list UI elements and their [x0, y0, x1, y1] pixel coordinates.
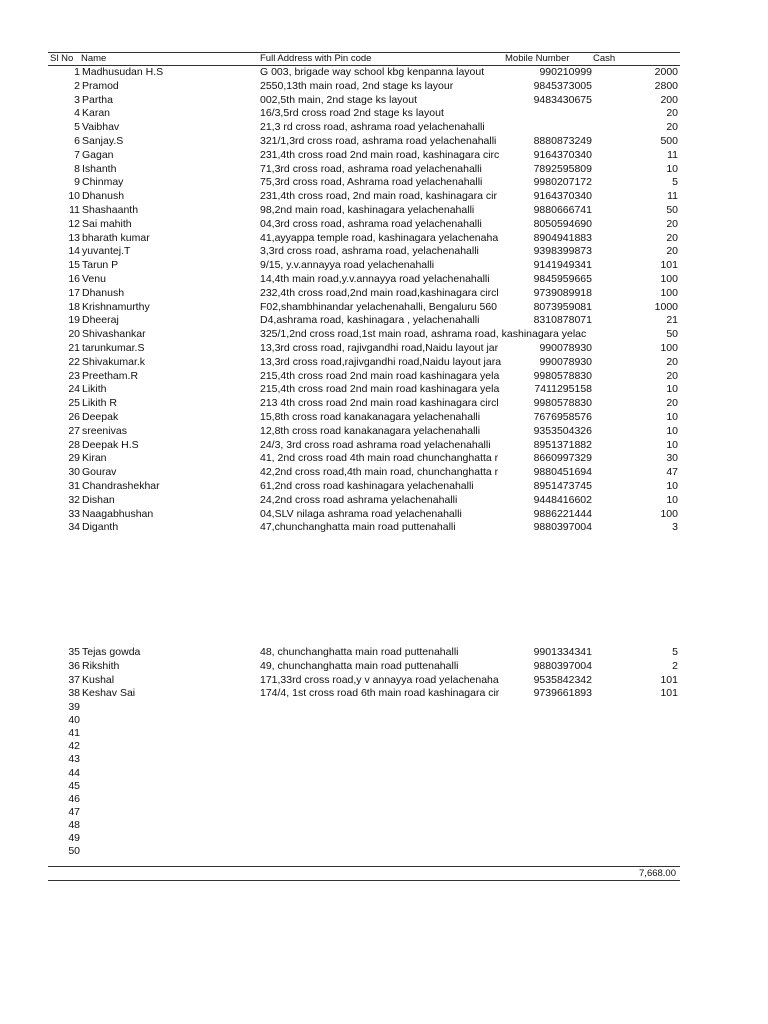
sl-no-cell: 49	[68, 832, 80, 844]
cash-cell: 30	[666, 452, 678, 465]
mobile-cell: 9535842342	[533, 673, 592, 686]
sl-no-cell: 22	[68, 355, 80, 368]
name-cell: Naagabhushan	[82, 507, 154, 520]
mobile-cell: 9141949341	[533, 259, 592, 272]
table-row	[48, 66, 680, 80]
table-row	[48, 439, 680, 453]
cash-cell: 47	[666, 466, 678, 479]
cash-cell: 10	[666, 162, 678, 175]
table-row	[48, 701, 680, 715]
sl-no-cell: 2	[74, 79, 80, 92]
cash-cell: 101	[660, 259, 678, 272]
mobile-cell: 9845373005	[533, 79, 592, 92]
name-cell: Sanjay.S	[82, 135, 124, 147]
address-cell: 21,3 rd cross road, ashrama road yelachenahalli	[260, 121, 485, 134]
cash-cell: 100	[660, 286, 678, 299]
sl-no-cell: 46	[68, 792, 80, 805]
sl-no-cell: 24	[68, 383, 80, 396]
sl-no-cell: 33	[68, 507, 80, 520]
cash-cell: 20	[666, 397, 678, 410]
sl-no-cell: 50	[68, 845, 80, 858]
name-cell: yuvantej.T	[82, 245, 131, 258]
name-cell: Vaibhav	[82, 121, 120, 134]
sl-no-cell: 26	[68, 411, 80, 423]
cash-cell: 11	[667, 190, 678, 203]
name-cell: Likith	[82, 383, 107, 396]
address-cell: 61,2nd cross road kashinagara yelachenahalli	[260, 480, 474, 492]
sl-no-cell: 34	[68, 521, 80, 534]
cash-cell: 20	[666, 231, 678, 244]
address-cell: G 003, brigade way school kbg kenpanna layout	[260, 66, 485, 78]
address-cell: 171,33rd cross road,y v annayya road yelachenaha	[260, 673, 499, 686]
mobile-cell: 8073959081	[533, 300, 592, 313]
mobile-cell: 9880451694	[533, 466, 592, 479]
address-cell: 13,3rd cross road, rajivgandhi road,Naidu layout jar	[260, 342, 499, 354]
address-cell: 231,4th cross road, 2nd main road, kashinagara cir	[260, 190, 497, 203]
name-cell: Preetham.R	[82, 369, 139, 382]
address-cell: 215,4th cross road 2nd main road kashinagara yela	[260, 369, 500, 382]
cash-cell: 5	[672, 646, 678, 658]
address-cell: D4,ashrama road, kashinagara , yelachenahalli	[260, 314, 480, 327]
mobile-cell: 9980578830	[533, 397, 592, 410]
cash-cell: 1000	[654, 300, 678, 313]
total-cash: 7,668.00	[639, 868, 676, 879]
cash-cell: 20	[666, 369, 678, 382]
cash-cell: 3	[672, 521, 678, 534]
cash-cell: 2	[672, 659, 678, 672]
mobile-cell: 7411295158	[534, 383, 592, 396]
cash-cell: 20	[666, 107, 678, 120]
mobile-cell: 8904941883	[533, 231, 592, 244]
table-row	[48, 328, 680, 342]
name-cell: Shivakumar.k	[82, 355, 146, 368]
sl-no-cell: 27	[68, 424, 80, 437]
cash-cell: 5	[672, 176, 678, 189]
table-row	[48, 135, 680, 149]
sl-no-cell: 47	[68, 805, 80, 818]
name-cell: Krishnamurthy	[82, 300, 150, 313]
table-row	[48, 107, 680, 121]
table-row	[48, 819, 680, 833]
table-row	[48, 232, 680, 246]
sl-no-cell: 41	[68, 727, 80, 740]
mobile-cell: 9739661893	[533, 687, 592, 700]
table-row	[48, 452, 680, 466]
name-cell: Dhanush	[82, 286, 125, 299]
mobile-cell: 9886221444	[533, 507, 592, 520]
address-cell: 71,3rd cross road, ashrama road yelachenahalli	[260, 162, 482, 175]
cash-cell: 10	[666, 411, 678, 423]
mobile-cell: 8951371882	[533, 438, 592, 451]
sl-no-cell: 35	[68, 646, 80, 658]
table-row	[48, 494, 680, 508]
mobile-cell: 9980578830	[533, 369, 592, 382]
sl-no-cell: 36	[68, 659, 80, 672]
address-cell: 13,3rd cross road,rajivgandhi road,Naidu layout jara	[260, 355, 502, 368]
address-cell: 24,2nd cross road ashrama yelachenahalli	[260, 493, 458, 506]
cash-cell: 101	[660, 687, 678, 700]
name-cell: Dhanush	[82, 190, 125, 203]
table-row	[48, 259, 680, 273]
name-cell: Venu	[82, 273, 106, 285]
sl-no-cell: 6	[74, 135, 80, 147]
table-row	[48, 753, 680, 767]
name-cell: Keshav Sai	[82, 687, 136, 700]
table-row	[48, 780, 680, 794]
total-rule	[48, 866, 680, 867]
sl-no-cell: 29	[68, 452, 80, 465]
address-cell: 24/3, 3rd cross road ashrama road yelachenahalli	[260, 438, 491, 451]
table-row	[48, 793, 680, 807]
table-row	[48, 466, 680, 480]
address-cell: 41, 2nd cross road 4th main road chunchanghatta r	[260, 452, 499, 465]
sl-no-cell: 38	[68, 687, 80, 700]
sl-no-cell: 8	[74, 162, 80, 175]
table-row	[48, 646, 680, 660]
mobile-cell: 9880397004	[533, 521, 592, 534]
sl-no-cell: 43	[68, 753, 80, 766]
sl-no-cell: 48	[68, 818, 80, 831]
name-cell: Gagan	[82, 148, 114, 161]
table-row	[48, 121, 680, 135]
cash-cell: 50	[666, 204, 678, 216]
name-cell: Diganth	[82, 521, 119, 534]
address-cell: 48, chunchanghatta main road puttenahalli	[260, 646, 459, 658]
mobile-cell: 9398399873	[533, 245, 592, 258]
address-cell: 04,SLV nilaga ashrama road yelachenahalli	[260, 507, 462, 520]
name-cell: Shashaanth	[82, 204, 139, 216]
mobile-cell: 8310878071	[533, 314, 592, 327]
sl-no-cell: 14	[68, 245, 80, 258]
header-sl-no: Sl No	[50, 53, 74, 64]
table-row	[48, 370, 680, 384]
address-cell: 232,4th cross road,2nd main road,kashinagara circl	[260, 286, 499, 299]
cash-cell: 100	[660, 342, 678, 354]
name-cell: Sai mahith	[82, 217, 132, 230]
table-row	[48, 204, 680, 218]
table-row	[48, 301, 680, 315]
table-row	[48, 94, 680, 108]
sl-no-cell: 18	[68, 300, 80, 313]
mobile-cell: 9164370340	[533, 148, 592, 161]
sl-no-cell: 10	[68, 190, 80, 203]
sl-no-cell: 45	[68, 779, 80, 792]
sl-no-cell: 44	[68, 766, 80, 779]
cash-cell: 100	[660, 273, 678, 285]
address-cell: 42,2nd cross road,4th main road, chunchanghatta r	[260, 466, 499, 479]
mobile-cell: 9880397004	[533, 659, 592, 672]
header-mobile: Mobile Number	[505, 53, 570, 64]
name-cell: Ishanth	[82, 162, 117, 175]
name-cell: Dishan	[82, 493, 115, 506]
table-row	[48, 397, 680, 411]
cash-cell: 21	[666, 314, 678, 327]
mobile-cell: 7676958576	[533, 411, 592, 423]
sl-no-cell: 23	[68, 369, 80, 382]
mobile-cell: 8880873249	[533, 135, 592, 147]
table-row	[48, 480, 680, 494]
table-row	[48, 832, 680, 846]
name-cell: Gourav	[82, 466, 117, 479]
address-cell: 325/1,2nd cross road,1st main road, ashrama road, kashinagara yelac	[260, 328, 587, 341]
address-cell: 215,4th cross road 2nd main road kashinagara yela	[260, 383, 500, 396]
table-row	[48, 190, 680, 204]
sl-no-cell: 4	[74, 107, 80, 120]
table-row	[48, 383, 680, 397]
sl-no-cell: 13	[68, 231, 80, 244]
bottom-rule	[48, 880, 680, 881]
mobile-cell: 7892595809	[533, 162, 592, 175]
table-row	[48, 287, 680, 301]
name-cell: Pramod	[82, 79, 119, 92]
table-row	[48, 521, 680, 535]
name-cell: Madhusudan H.S	[82, 66, 164, 78]
table-row	[48, 687, 680, 701]
table-row	[48, 660, 680, 674]
name-cell: Rikshith	[82, 659, 120, 672]
table-row	[48, 149, 680, 163]
mobile-cell: 9901334341	[533, 646, 592, 658]
address-cell: 15,8th cross road kanakanagara yelachenahalli	[260, 411, 481, 423]
sl-no-cell: 15	[68, 259, 80, 272]
address-cell: 16/3,5rd cross road 2nd stage ks layout	[260, 107, 444, 120]
cash-cell: 2800	[654, 79, 678, 92]
mobile-cell: 990210999	[539, 66, 592, 78]
sl-no-cell: 5	[74, 121, 80, 134]
address-cell: 002,5th main, 2nd stage ks layout	[260, 93, 418, 106]
mobile-cell: 9448416602	[533, 493, 592, 506]
name-cell: Shivashankar	[82, 328, 146, 341]
name-cell: Partha	[82, 93, 113, 106]
sl-no-cell: 37	[68, 673, 80, 686]
mobile-cell: 9739089918	[533, 286, 592, 299]
cash-cell: 10	[666, 424, 678, 437]
name-cell: Chinmay	[82, 176, 124, 189]
mobile-cell: 9980207172	[533, 176, 592, 189]
address-cell: 14,4th main road,y.v.annayya road yelachenahalli	[260, 273, 490, 285]
mobile-cell: 9880666741	[533, 204, 592, 216]
table-row	[48, 411, 680, 425]
sl-no-cell: 12	[68, 217, 80, 230]
cash-cell: 101	[660, 673, 678, 686]
sl-no-cell: 31	[68, 480, 80, 492]
sl-no-cell: 21	[68, 342, 80, 354]
address-cell: 04,3rd cross road, ashrama road yelachenahalli	[260, 217, 482, 230]
cash-cell: 10	[666, 493, 678, 506]
mobile-cell: 9353504326	[533, 424, 592, 437]
name-cell: Dheeraj	[82, 314, 119, 327]
name-cell: Likith R	[82, 397, 118, 410]
header-name: Name	[81, 53, 107, 64]
cash-cell: 2000	[654, 66, 678, 78]
cash-cell: 10	[666, 438, 678, 451]
sl-no-cell: 25	[68, 397, 80, 410]
table-row	[48, 425, 680, 439]
table-row	[48, 245, 680, 259]
table-row	[48, 80, 680, 94]
name-cell: Tejas gowda	[82, 646, 141, 658]
sl-no-cell: 17	[68, 286, 80, 299]
name-cell: Kushal	[82, 673, 115, 686]
table-row	[48, 845, 680, 859]
cash-cell: 50	[666, 328, 678, 341]
mobile-cell: 9483430675	[533, 93, 592, 106]
cash-cell: 10	[666, 383, 678, 396]
cash-cell: 20	[666, 245, 678, 258]
header-address: Full Address with Pin code	[260, 53, 372, 64]
table-row	[48, 806, 680, 820]
cash-cell: 20	[666, 355, 678, 368]
address-cell: F02,shambhinandar yelachenahalli, Bengaluru 560	[260, 300, 497, 313]
header-cash: Cash	[593, 53, 616, 64]
name-cell: Karan	[82, 107, 111, 120]
cash-cell: 200	[660, 93, 678, 106]
address-cell: 98,2nd main road, kashinagara yelachenahalli	[260, 204, 475, 216]
mobile-cell: 8050594690	[533, 217, 592, 230]
table-row	[48, 273, 680, 287]
sl-no-cell: 40	[68, 714, 80, 727]
cash-cell: 20	[666, 217, 678, 230]
name-cell: Deepak H.S	[82, 438, 139, 451]
name-cell: bharath kumar	[82, 231, 150, 244]
name-cell: Tarun P	[82, 259, 119, 272]
address-cell: 41,ayyappa temple road, kashinagara yelachenaha	[260, 231, 499, 244]
address-cell: 75,3rd cross road, Ashrama road yelachenahalli	[260, 176, 483, 189]
name-cell: tarunkumar.S	[82, 342, 145, 354]
address-cell: 3,3rd cross road, ashrama road, yelachenahalli	[260, 245, 479, 258]
address-cell: 49, chunchanghatta main road puttenahalli	[260, 659, 459, 672]
sl-no-cell: 9	[74, 176, 80, 189]
address-cell: 321/1,3rd cross road, ashrama road yelachenahalli	[260, 135, 497, 147]
address-cell: 47,chunchanghatta main road puttenahalli	[260, 521, 456, 534]
cash-cell: 500	[660, 135, 678, 147]
mobile-cell: 8660997329	[533, 452, 592, 465]
table-row	[48, 767, 680, 781]
address-cell: 213 4th cross road 2nd main road kashinagara circl	[260, 397, 499, 410]
cash-cell: 10	[666, 480, 678, 492]
name-cell: sreenivas	[82, 424, 127, 437]
table-row	[48, 342, 680, 356]
name-cell: Kiran	[82, 452, 107, 465]
table-row	[48, 727, 680, 741]
sl-no-cell: 16	[68, 273, 80, 285]
address-cell: 9/15, y.v.annayya road yelachenahalli	[260, 259, 435, 272]
mobile-cell: 9845959665	[533, 273, 592, 285]
cash-cell: 11	[667, 148, 678, 161]
name-cell: Deepak	[82, 411, 119, 423]
table-row	[48, 314, 680, 328]
address-cell: 12,8th cross road kanakanagara yelachenahalli	[260, 424, 481, 437]
sl-no-cell: 20	[68, 328, 80, 341]
sl-no-cell: 1	[74, 66, 80, 78]
name-cell: Chandrashekhar	[82, 480, 160, 492]
sl-no-cell: 32	[68, 493, 80, 506]
sl-no-cell: 7	[74, 148, 80, 161]
sl-no-cell: 39	[68, 701, 80, 713]
table-row	[48, 508, 680, 522]
mobile-cell: 9164370340	[533, 190, 592, 203]
table-row	[48, 218, 680, 232]
cash-cell: 100	[660, 507, 678, 520]
sl-no-cell: 11	[69, 204, 80, 216]
table-row	[48, 674, 680, 688]
mobile-cell: 990078930	[539, 342, 592, 354]
table-row	[48, 163, 680, 177]
address-cell: 2550,13th main road, 2nd stage ks layour	[260, 79, 454, 92]
mobile-cell: 990078930	[539, 355, 592, 368]
sl-no-cell: 19	[68, 314, 80, 327]
sl-no-cell: 28	[68, 438, 80, 451]
table-row	[48, 740, 680, 754]
sl-no-cell: 42	[68, 740, 80, 753]
address-cell: 174/4, 1st cross road 6th main road kashinagara cir	[260, 687, 500, 700]
cash-cell: 20	[666, 121, 678, 134]
sl-no-cell: 3	[74, 93, 80, 106]
table-row	[48, 176, 680, 190]
mobile-cell: 8951473745	[533, 480, 592, 492]
table-row	[48, 356, 680, 370]
table-row	[48, 714, 680, 728]
sl-no-cell: 30	[68, 466, 80, 479]
address-cell: 231,4th cross road 2nd main road, kashinagara circ	[260, 148, 500, 161]
